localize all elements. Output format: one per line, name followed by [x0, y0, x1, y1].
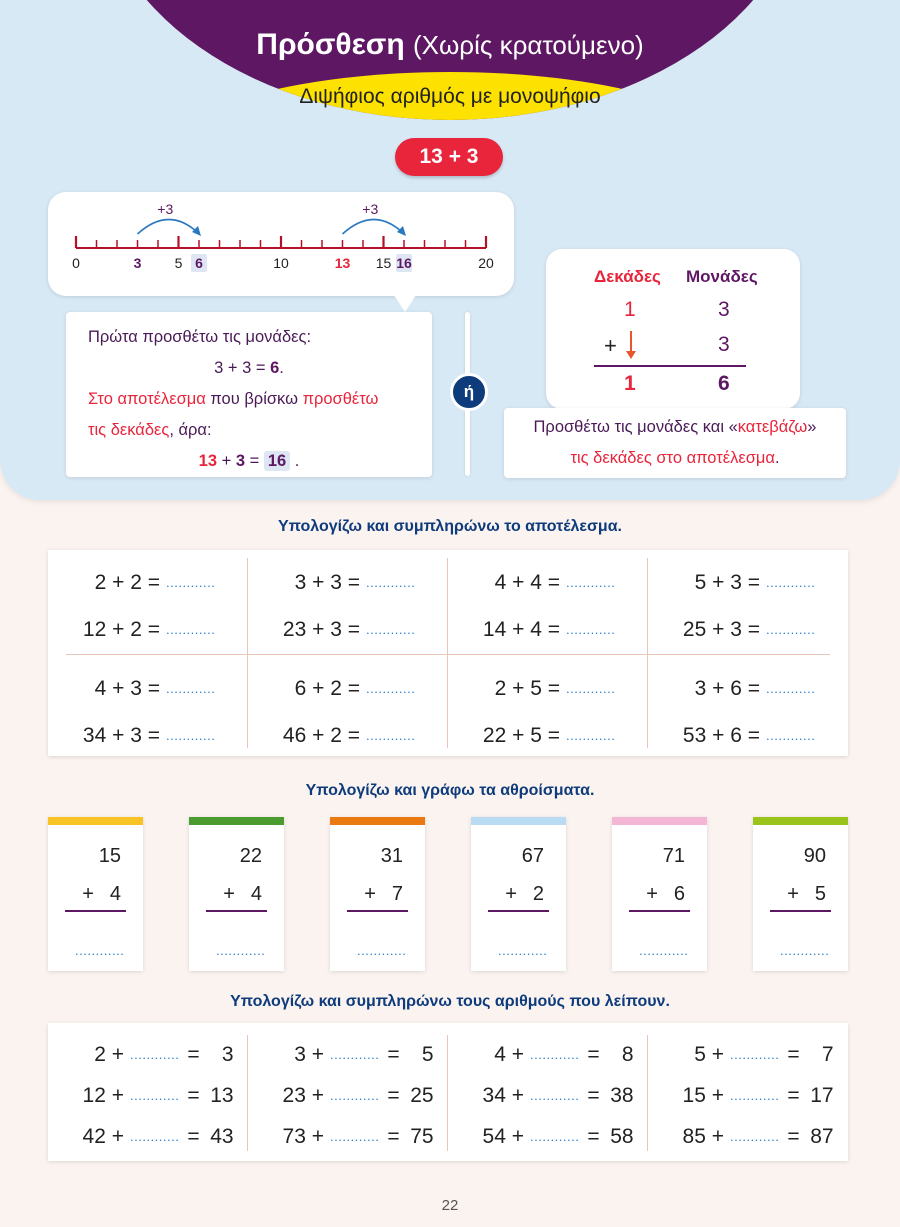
equation: 34 + 3 = — [82, 724, 160, 747]
explain-text: που βρίσκω — [205, 390, 303, 408]
addend-top: 67 — [521, 845, 544, 867]
missing-number-item — [48, 1125, 234, 1149]
plus-sign: + — [604, 333, 617, 358]
missing-number-item — [648, 1125, 834, 1149]
equation-start: 54 + — [482, 1125, 524, 1148]
number-line-label: 6 — [195, 255, 203, 271]
number-line-label: 20 — [478, 255, 494, 271]
answer-blank[interactable]: ............ — [730, 1088, 780, 1103]
title-sub: (Χωρίς κρατούμενο) — [413, 30, 644, 60]
addend-value: 7 — [391, 883, 403, 905]
answer-blank[interactable]: ............ — [216, 943, 266, 958]
sum-line — [594, 365, 746, 367]
hop-arrow — [138, 219, 198, 234]
answer-blank[interactable]: ............ — [639, 943, 689, 958]
equation: 5 + 3 = — [694, 571, 760, 594]
answer-blank[interactable]: ............ — [780, 943, 830, 958]
vertical-sum-card — [189, 817, 284, 971]
answer-blank[interactable]: ............ — [166, 622, 216, 637]
explain-units: 3 — [235, 452, 245, 470]
exercise-item — [48, 618, 215, 642]
sum-line — [488, 910, 549, 912]
explain-right-red: κατεβάζω — [737, 418, 808, 436]
equation-start: 3 + — [294, 1043, 324, 1066]
missing-number-item — [448, 1084, 634, 1108]
equation-result: 5 — [421, 1043, 434, 1066]
answer-blank[interactable]: ............ — [498, 943, 548, 958]
number-line-label: 3 — [133, 255, 142, 271]
row1-units: 3 — [718, 298, 730, 321]
plus-sign: + — [82, 883, 94, 905]
addend-bottom — [646, 883, 685, 906]
explain-line-1: Πρώτα προσθέτω τις μονάδες: — [88, 328, 312, 346]
answer-blank[interactable]: ............ — [530, 1129, 580, 1144]
exercise-item — [248, 618, 415, 642]
answer-blank[interactable]: ............ — [130, 1047, 180, 1062]
explanation-right — [504, 408, 846, 478]
equation: 46 + 2 = — [282, 724, 360, 747]
explain-line-4 — [88, 415, 410, 446]
vertical-sum-card — [612, 817, 707, 971]
equation-start: 5 + — [694, 1043, 724, 1066]
section-3-title: Υπολογίζω και συμπληρώνω τους αριθμούς που λείπουν. — [230, 993, 670, 1010]
explain-red-3: τις δεκάδες — [88, 421, 170, 439]
answer-blank[interactable]: ............ — [766, 575, 816, 590]
missing-number-item — [648, 1043, 834, 1067]
addend-bottom — [223, 883, 262, 906]
equation-result: 38 — [610, 1084, 634, 1107]
exercise-item — [48, 571, 215, 595]
equation-result: 43 — [210, 1125, 234, 1148]
addend-bottom — [505, 883, 544, 906]
example-badge: 13 + 3 — [395, 138, 503, 176]
answer-blank[interactable]: ............ — [730, 1047, 780, 1062]
plus-sign: + — [364, 883, 376, 905]
explain-right-red-2: τις δεκάδες στο αποτέλεσμα — [570, 449, 775, 467]
addend-value: 4 — [109, 883, 121, 905]
explanation-left — [66, 312, 432, 477]
plus-sign: + — [787, 883, 799, 905]
exercise-item — [448, 724, 615, 748]
equals-sign: = — [787, 1084, 800, 1107]
answer-blank[interactable]: ............ — [566, 575, 616, 590]
answer-blank[interactable]: ............ — [530, 1047, 580, 1062]
sum-line — [629, 910, 690, 912]
exercise-item — [448, 677, 615, 701]
equation: 23 + 3 = — [282, 618, 360, 641]
card-color-bar — [471, 817, 566, 825]
equation-result: 17 — [810, 1084, 834, 1107]
answer-blank[interactable]: ............ — [566, 728, 616, 743]
addend-value: 6 — [673, 883, 685, 905]
exercise-item — [248, 677, 415, 701]
number-line-card — [48, 192, 514, 296]
missing-number-item — [448, 1043, 634, 1067]
answer-blank[interactable]: ............ — [130, 1129, 180, 1144]
answer-blank[interactable]: ............ — [366, 681, 416, 696]
section-2-title: Υπολογίζω και γράφω τα αθροίσματα. — [305, 782, 595, 799]
equation: 2 + 2 = — [94, 571, 160, 594]
missing-number-item — [448, 1125, 634, 1149]
units-header: Μονάδες — [686, 267, 758, 286]
row2-units: 3 — [718, 333, 730, 356]
explain-right-text: Προσθέτω τις μονάδες και « — [533, 418, 738, 436]
explain-text-2: , άρα: — [169, 421, 212, 439]
number-line-label: 13 — [334, 255, 351, 271]
equation-result: 13 — [210, 1084, 234, 1107]
callout-pointer-right — [662, 386, 692, 410]
page-title — [0, 28, 900, 62]
answer-blank[interactable]: ............ — [566, 622, 616, 637]
answer-blank[interactable]: ............ — [366, 728, 416, 743]
equation: 22 + 5 = — [482, 724, 560, 747]
plus-sign: + — [505, 883, 517, 905]
explain-line-5 — [88, 446, 410, 477]
callout-pointer — [390, 292, 420, 314]
card-color-bar — [612, 817, 707, 825]
exercise-item — [648, 571, 815, 595]
sum-line — [206, 910, 267, 912]
row-separator — [66, 654, 830, 655]
answer-blank[interactable]: ............ — [357, 943, 407, 958]
exercise-item — [248, 571, 415, 595]
exercise-item — [248, 724, 415, 748]
equation-start: 4 + — [494, 1043, 524, 1066]
explain-right-line-1 — [504, 412, 846, 443]
answer-blank[interactable]: ............ — [330, 1088, 380, 1103]
exercise-item — [48, 724, 215, 748]
answer-blank[interactable]: ............ — [566, 681, 616, 696]
equals-sign: = — [587, 1043, 600, 1066]
equation: 2 + 5 = — [494, 677, 560, 700]
explain-right-line-2 — [504, 443, 846, 474]
addend-top: 22 — [239, 845, 262, 867]
exercise-item — [648, 677, 815, 701]
page-subtitle: Διψήφιος αριθμός με μονοψήφιο — [299, 85, 601, 108]
equals-sign: = — [187, 1084, 200, 1107]
answer-blank[interactable]: ............ — [766, 681, 816, 696]
vertical-sum-card — [48, 817, 143, 971]
hop-arrowhead — [192, 226, 201, 236]
answer-blank[interactable]: ............ — [530, 1088, 580, 1103]
tens-header: Δεκάδες — [594, 267, 661, 286]
answer-blank[interactable]: ............ — [366, 622, 416, 637]
addend-value: 2 — [532, 883, 544, 905]
vertical-sum-card — [753, 817, 848, 971]
equation: 4 + 3 = — [94, 677, 160, 700]
hop-arrow — [343, 219, 403, 234]
addend-bottom — [364, 883, 403, 906]
answer-blank[interactable]: ............ — [766, 622, 816, 637]
answer-blank[interactable]: ............ — [166, 728, 216, 743]
card-color-bar — [189, 817, 284, 825]
exercise-item — [648, 618, 815, 642]
missing-number-item — [648, 1084, 834, 1108]
number-line-label: 16 — [396, 255, 412, 271]
explain-red-1: Στο αποτέλεσμα — [88, 390, 206, 408]
row1-tens: 1 — [624, 298, 636, 321]
place-value-card — [546, 249, 800, 409]
result-tens: 1 — [624, 372, 636, 395]
number-line-label: 15 — [375, 255, 392, 271]
equation-start: 34 + — [482, 1084, 524, 1107]
equation: 4 + 4 = — [494, 571, 560, 594]
equals-sign: = — [187, 1043, 200, 1066]
explain-line-3 — [88, 384, 410, 415]
equals-sign: = — [787, 1043, 800, 1066]
equation: 12 + 2 = — [82, 618, 160, 641]
answer-blank[interactable]: ............ — [130, 1088, 180, 1103]
missing-number-item — [48, 1084, 234, 1108]
addend-top: 15 — [98, 845, 121, 867]
equals-sign: = — [187, 1125, 200, 1148]
exercise-item — [48, 677, 215, 701]
explain-plus: + — [217, 452, 236, 470]
addend-top: 90 — [803, 845, 826, 867]
addend-bottom — [787, 883, 826, 906]
addend-bottom — [82, 883, 121, 906]
equation-result: 87 — [810, 1125, 834, 1148]
equation-result: 3 — [221, 1043, 234, 1066]
missing-number-item — [48, 1043, 234, 1067]
plus-sign: + — [223, 883, 235, 905]
equation-start: 42 + — [82, 1125, 124, 1148]
addend-value: 5 — [814, 883, 826, 905]
answer-blank[interactable]: ............ — [75, 943, 125, 958]
equals-sign: = — [587, 1084, 600, 1107]
number-line-label: 10 — [273, 255, 289, 271]
equation: 25 + 3 = — [682, 618, 760, 641]
equals-sign: = — [787, 1125, 800, 1148]
sum-line — [770, 910, 831, 912]
exercise-item — [448, 618, 615, 642]
explain-sum: 3 + 3 = — [214, 359, 271, 377]
card-color-bar — [753, 817, 848, 825]
equation-start: 85 + — [682, 1125, 724, 1148]
equation-result: 58 — [610, 1125, 634, 1148]
equation-start: 23 + — [282, 1084, 324, 1107]
equation: 6 + 2 = — [294, 677, 360, 700]
explain-sum-result: 6 — [270, 359, 280, 377]
carry-down-arrow — [624, 329, 638, 361]
explain-period: . — [290, 452, 300, 470]
answer-blank[interactable]: ............ — [166, 575, 216, 590]
result-units: 6 — [718, 372, 730, 395]
equation-start: 73 + — [282, 1125, 324, 1148]
exercise-grid-1 — [48, 550, 848, 756]
number-line-label: 5 — [174, 255, 183, 271]
card-color-bar — [330, 817, 425, 825]
sum-line — [65, 910, 126, 912]
missing-number-item — [248, 1084, 434, 1108]
explain-tens: 13 — [198, 452, 217, 470]
exercise-item — [448, 571, 615, 595]
or-badge: ή — [450, 373, 488, 411]
equation-start: 12 + — [82, 1084, 124, 1107]
number-line — [48, 192, 514, 296]
page-number: 22 — [441, 1197, 459, 1214]
vertical-sum-card — [471, 817, 566, 971]
answer-blank[interactable]: ............ — [366, 575, 416, 590]
equation: 3 + 6 = — [694, 677, 760, 700]
equation-result: 7 — [821, 1043, 834, 1066]
missing-number-item — [248, 1043, 434, 1067]
number-line-label: 0 — [72, 255, 80, 271]
equation-start: 15 + — [682, 1084, 724, 1107]
answer-blank[interactable]: ............ — [730, 1129, 780, 1144]
explain-right-quote: » — [807, 418, 817, 436]
explain-result: 16 — [264, 451, 290, 471]
answer-blank[interactable]: ............ — [766, 728, 816, 743]
equals-sign: = — [387, 1125, 400, 1148]
addend-value: 4 — [250, 883, 262, 905]
equation-start: 2 + — [94, 1043, 124, 1066]
hop-label: +3 — [157, 201, 174, 217]
answer-blank[interactable]: ............ — [330, 1129, 380, 1144]
exercise-grid-3 — [48, 1023, 848, 1161]
answer-blank[interactable]: ............ — [166, 681, 216, 696]
equation: 3 + 3 = — [294, 571, 360, 594]
explain-red-2: προσθέτω — [302, 390, 379, 408]
equation-result: 75 — [410, 1125, 434, 1148]
explain-equals: = — [245, 452, 264, 470]
title-main: Πρόσθεση — [256, 28, 405, 61]
addend-top: 71 — [662, 845, 685, 867]
equation: 14 + 4 = — [482, 618, 560, 641]
equals-sign: = — [587, 1125, 600, 1148]
sum-line — [347, 910, 408, 912]
card-color-bar — [48, 817, 143, 825]
addend-top: 31 — [380, 845, 403, 867]
missing-number-item — [248, 1125, 434, 1149]
equals-sign: = — [387, 1043, 400, 1066]
section-1-title: Υπολογίζω και συμπληρώνω το αποτέλεσμα. — [277, 518, 622, 535]
equals-sign: = — [387, 1084, 400, 1107]
explain-right-period: . — [774, 449, 780, 467]
equation-result: 25 — [410, 1084, 434, 1107]
plus-sign: + — [646, 883, 658, 905]
equation: 53 + 6 = — [682, 724, 760, 747]
hop-label: +3 — [362, 201, 379, 217]
hop-arrowhead — [397, 226, 406, 236]
exercise-item — [648, 724, 815, 748]
vertical-sum-card — [330, 817, 425, 971]
answer-blank[interactable]: ............ — [330, 1047, 380, 1062]
equation-result: 8 — [621, 1043, 634, 1066]
explain-line-2: 3 + 3 = 6. — [214, 359, 284, 377]
